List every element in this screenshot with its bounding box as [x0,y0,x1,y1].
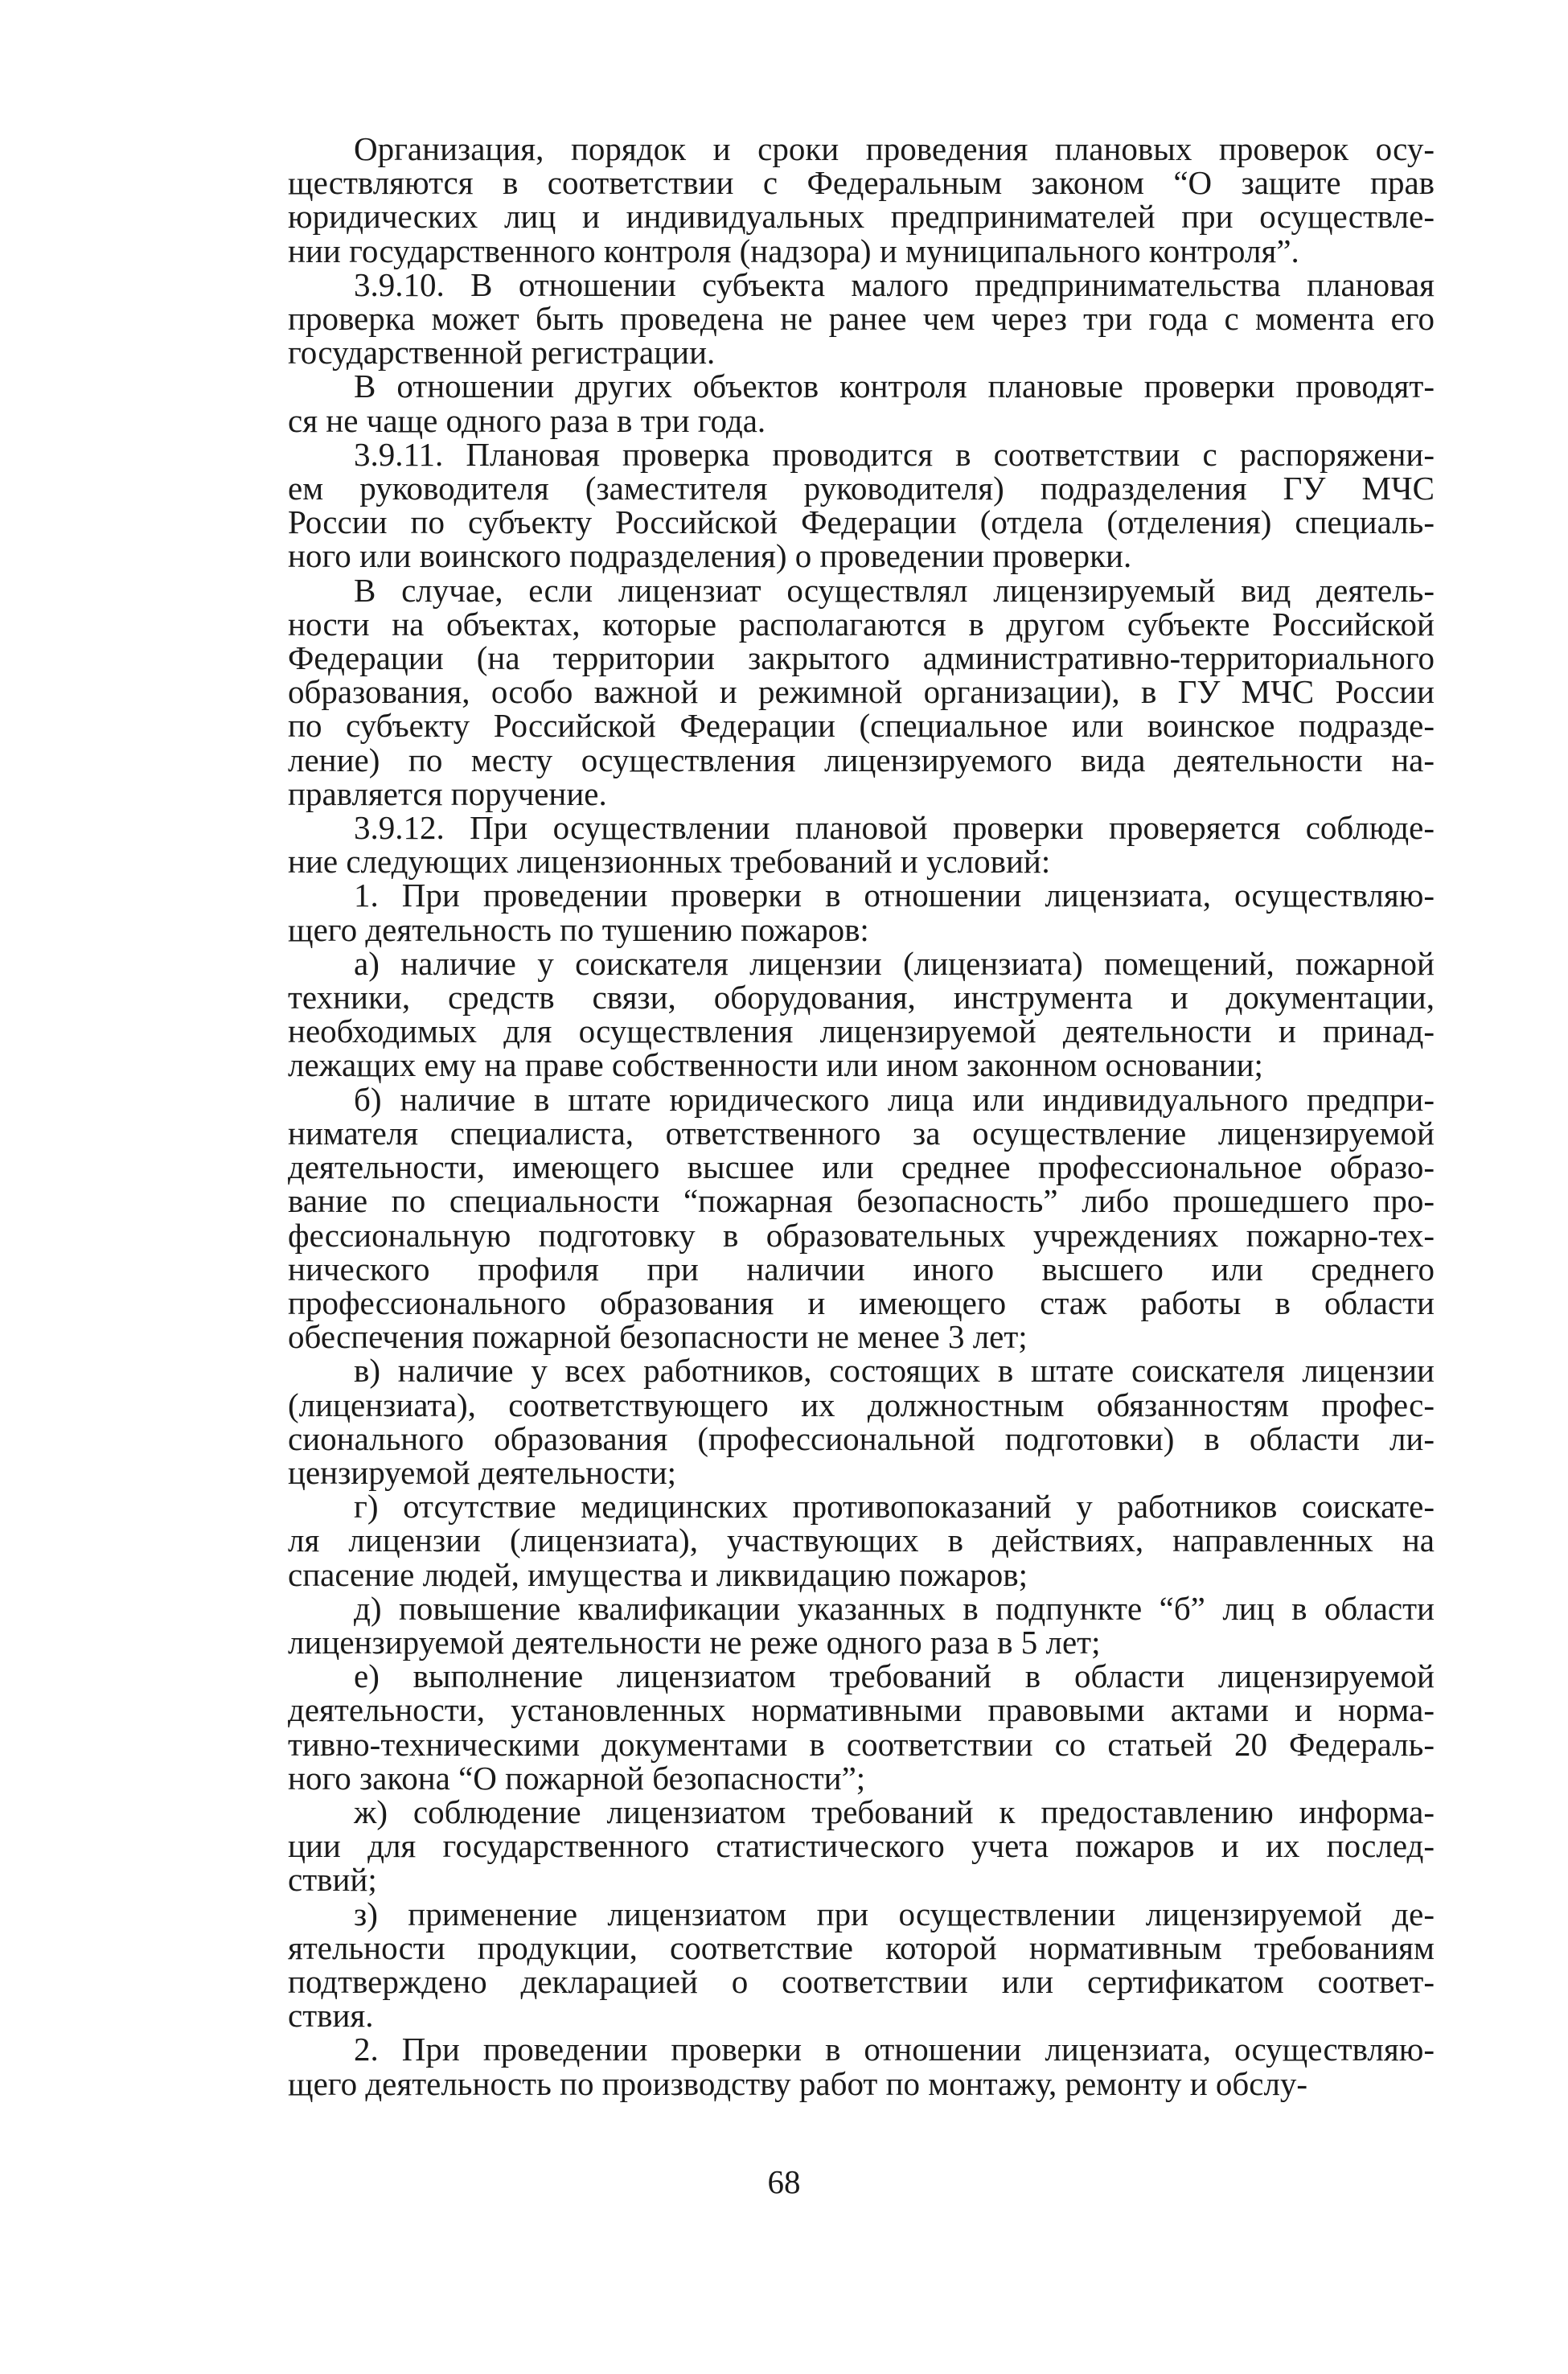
text-line: лицензируемой деятельности не реже одного раза в 5 лет; [288,1623,1101,1661]
text-line: В отношении других объектов контроля плановые проверки проводят- [354,368,1435,405]
paragraph [222,1897,1435,2033]
text-line: ние следующих лицензионных требований и условий: [288,843,1051,881]
text-line: правляется поручение. [288,774,607,812]
text-line: подтверждено декларацией о соответствии или сертификатом соответ- [288,1962,1435,2000]
paragraph [222,132,1435,268]
text-line: юридических лиц и индивидуальных предпринимателей при осуществле- [288,198,1435,236]
text-line: а) наличие у соискателя лицензии (лицензиата) помещений, пожарной [354,944,1435,982]
text-line: ности на объектах, которые располагаются в другом субъекте Российской [288,605,1435,643]
text-line: необходимых для осуществления лицензируемой деятельности и принад- [288,1012,1435,1050]
paragraph [222,573,1435,811]
paragraph [222,1353,1435,1489]
paragraph [222,265,1435,372]
text-line: образования, особо важной и режимной организации), в ГУ МЧС России [288,673,1435,711]
text-line: нического профиля при наличии иного высшего или среднего [288,1250,1435,1288]
text-line: ем руководителя (заместителя руководителя) подразделения ГУ МЧС [288,470,1435,507]
text-line: ж) соблюдение лицензиатом требований к предоставлению информа- [354,1793,1435,1830]
text-line: по субъекту Российской Федерации (специальное или воинское подразде- [288,707,1435,745]
paragraph [222,1589,1435,1661]
text-line: 3.9.11. Плановая проверка проводится в соответствии с распоряжени- [354,435,1435,473]
text-line: 3.9.10. В отношении субъекта малого предпринимательства плановая [354,265,1435,303]
text-line: з) применение лицензиатом при осуществлении лицензируемой де- [354,1895,1435,1932]
paragraph [222,1489,1435,1592]
document-body [222,132,1435,2101]
text-line: обеспечения пожарной безопасности не менее 3 лет; [288,1318,1028,1356]
text-line: нии государственного контроля (надзора) и муниципального контроля”. [288,232,1299,269]
text-line: ятельности продукции, соответствие которой нормативным требованиям [288,1928,1435,1966]
text-line: г) отсутствие медицинских противопоказаний у работников соискате- [354,1488,1435,1526]
text-line: ции для государственного статистического учета пожаров и их послед- [288,1827,1435,1865]
text-line: ного или воинского подразделения) о проведении проверки. [288,537,1132,575]
text-line: государственной регистрации. [288,334,716,372]
text-line: ля лицензии (лицензиата), участвующих в действиях, направленных на [288,1522,1435,1559]
text-line: тивно-техническими документами в соответствии со статьей 20 Федераль- [288,1725,1435,1763]
text-line: профессионального образования и имеющего стаж работы в области [288,1284,1435,1321]
page-number: 68 [767,2163,801,2200]
text-line: 2. При проведении проверки в отношении лицензиата, осуществляю- [354,2031,1435,2068]
text-line: б) наличие в штате юридического лица или индивидуального предпри- [354,1080,1435,1118]
text-line: ного закона “О пожарной безопасности”; [288,1759,866,1797]
paragraph [222,1082,1435,1354]
text-line: вание по специальности “пожарная безопасность” либо прошедшего про- [288,1182,1435,1220]
paragraph [222,369,1435,437]
text-line: д) повышение квалификации указанных в подпункте “б” лиц в области [354,1589,1435,1627]
text-line: техники, средств связи, оборудования, инструмента и документации, [288,979,1435,1017]
text-line: ствия. [288,1997,374,2035]
paragraph [222,1659,1435,1795]
text-line: фессиональную подготовку в образовательных учреждениях пожарно-тех- [288,1216,1435,1254]
text-line: проверка может быть проведена не ранее чем через три года с момента его [288,300,1435,338]
text-line: ление) по месту осуществления лицензируемого вида деятельности на- [288,741,1435,778]
text-line: е) выполнение лицензиатом требований в области лицензируемой [354,1657,1435,1695]
text-line: щего деятельность по тушению пожаров: [288,910,869,948]
paragraph [222,944,1435,1084]
text-line: сионального образования (профессиональной подготовки) в области ли- [288,1419,1435,1457]
paragraph [222,437,1435,573]
text-line: Федерации (на территории закрытого административно-территориального [288,639,1435,677]
text-line: 1. При проведении проверки в отношении лицензиата, осуществляю- [354,877,1435,914]
text-line: (лицензиата), соответствующего их должностным обязанностям профес- [288,1386,1435,1423]
text-line: спасение людей, имущества и ликвидацию пожаров; [288,1555,1028,1593]
text-line: щего деятельность по производству работ по монтажу, ремонту и обслу- [288,2064,1308,2102]
text-line: лежащих ему на праве собственности или ином законном основании; [288,1046,1263,1084]
text-line: деятельности, установленных нормативными правовыми актами и норма- [288,1691,1435,1729]
text-line: нимателя специалиста, ответственного за осуществление лицензируемой [288,1114,1435,1152]
text-line: В случае, если лицензиат осуществлял лицензируемый вид деятель- [354,571,1435,609]
text-line: ся не чаще одного раза в три года. [288,401,766,439]
text-line: Организация, порядок и сроки проведения плановых проверок осу- [354,130,1435,167]
text-line: цензируемой деятельности; [288,1453,677,1491]
text-line: ствий; [288,1861,377,1899]
paragraph [222,1795,1435,1897]
text-line: 3.9.12. При осуществлении плановой проверки проверяется соблюде- [354,809,1435,847]
text-line: России по субъекту Российской Федерации (отдела (отделения) специаль- [288,503,1435,541]
text-line: ществляются в соответствии с Федеральным законом “О защите прав [288,164,1435,202]
paragraph [222,878,1435,946]
text-line: в) наличие у всех работников, состоящих в штате соискателя лицензии [354,1352,1435,1390]
paragraph [222,809,1435,881]
paragraph [222,2032,1435,2100]
text-line: деятельности, имеющего высшее или среднее профессиональное образо- [288,1148,1435,1186]
